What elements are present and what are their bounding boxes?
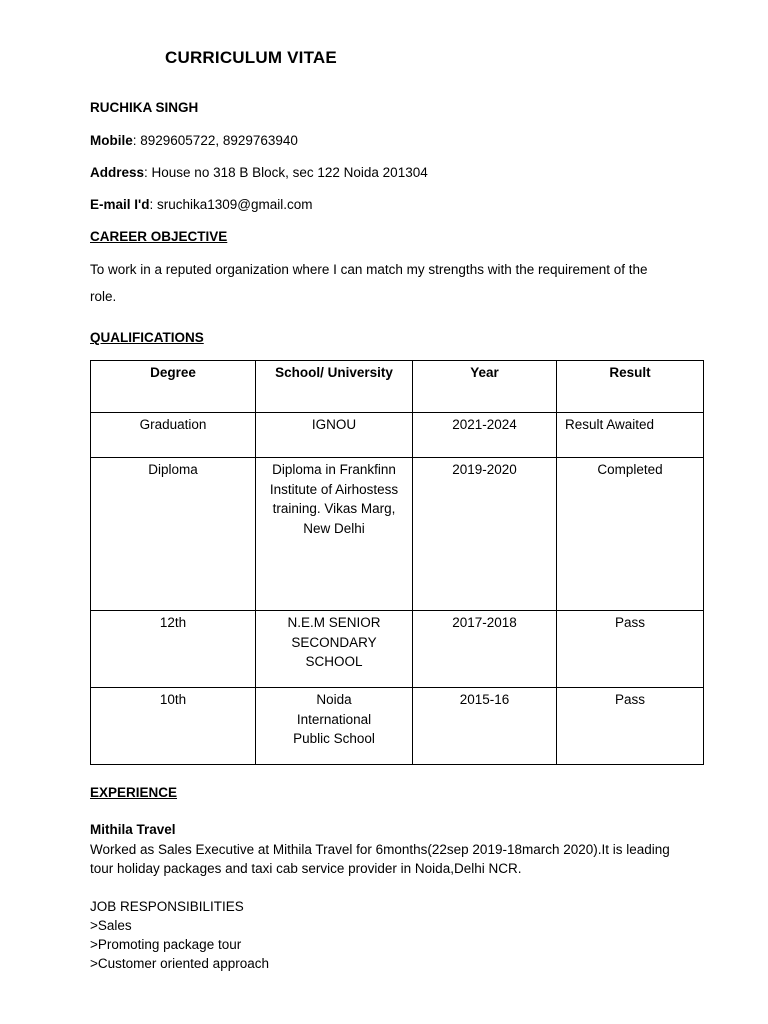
table-row: [91, 688, 704, 765]
school-cell: Noida International Public School: [256, 688, 413, 765]
degree-cell: 10th: [91, 688, 256, 765]
degree-cell: Graduation: [91, 413, 256, 458]
degree-cell: Diploma: [91, 458, 256, 611]
mobile-label: Mobile: [90, 133, 133, 148]
column-header: Degree: [91, 361, 256, 413]
degree-cell: 12th: [91, 611, 256, 688]
address-label: Address: [90, 165, 145, 180]
company-name: Mithila Travel: [90, 822, 176, 837]
year-cell: 2017-2018: [413, 611, 557, 688]
result-cell: Pass: [557, 611, 704, 688]
result-cell: Completed: [557, 458, 704, 611]
email-label: E-mail I'd: [90, 197, 150, 212]
address-line: [90, 165, 428, 180]
email-value: : sruchika1309@gmail.com: [149, 197, 313, 212]
candidate-name: RUCHIKA SINGH: [90, 100, 199, 115]
experience-description: Worked as Sales Executive at Mithila Travel for 6months(22sep 2019-18march 2020).It is leading tour holiday packages and taxi cab service provider in Noida,Delhi NCR.: [90, 842, 670, 876]
career-objective-text: To work in a reputed organization where I can match my strengths with the requirement of the role.: [90, 262, 648, 304]
result-cell: Result Awaited: [557, 413, 704, 458]
column-header: Year: [413, 361, 557, 413]
result-cell: Pass: [557, 688, 704, 765]
school-cell: IGNOU: [256, 413, 413, 458]
list-item: >Sales: [90, 918, 132, 933]
school-cell: N.E.M SENIOR SECONDARY SCHOOL: [256, 611, 413, 688]
mobile-value: : 8929605722, 8929763940: [132, 133, 298, 148]
qualifications-table: [90, 360, 704, 765]
email-line: [90, 197, 313, 212]
experience-heading: EXPERIENCE: [90, 785, 178, 800]
job-responsibilities: [90, 897, 269, 973]
address-value: : House no 318 B Block, sec 122 Noida 201304: [144, 165, 428, 180]
table-row: [91, 458, 704, 611]
table-header-row: [91, 361, 704, 413]
qualifications-heading: QUALIFICATIONS: [90, 330, 204, 345]
table-row: [91, 611, 704, 688]
responsibilities-heading: JOB RESPONSIBILITIES: [90, 899, 244, 914]
list-item: >Promoting package tour: [90, 937, 242, 952]
table-row: [91, 413, 704, 458]
document-title: CURRICULUM VITAE: [165, 48, 337, 67]
career-objective-heading: CAREER OBJECTIVE: [90, 229, 228, 244]
school-cell: Diploma in Frankfinn Institute of Airhostess training. Vikas Marg, New Delhi: [256, 458, 413, 611]
list-item: >Customer oriented approach: [90, 956, 269, 971]
year-cell: 2015-16: [413, 688, 557, 765]
year-cell: 2019-2020: [413, 458, 557, 611]
column-header: Result: [557, 361, 704, 413]
year-cell: 2021-2024: [413, 413, 557, 458]
column-header: School/ University: [256, 361, 413, 413]
mobile-line: [90, 133, 298, 148]
